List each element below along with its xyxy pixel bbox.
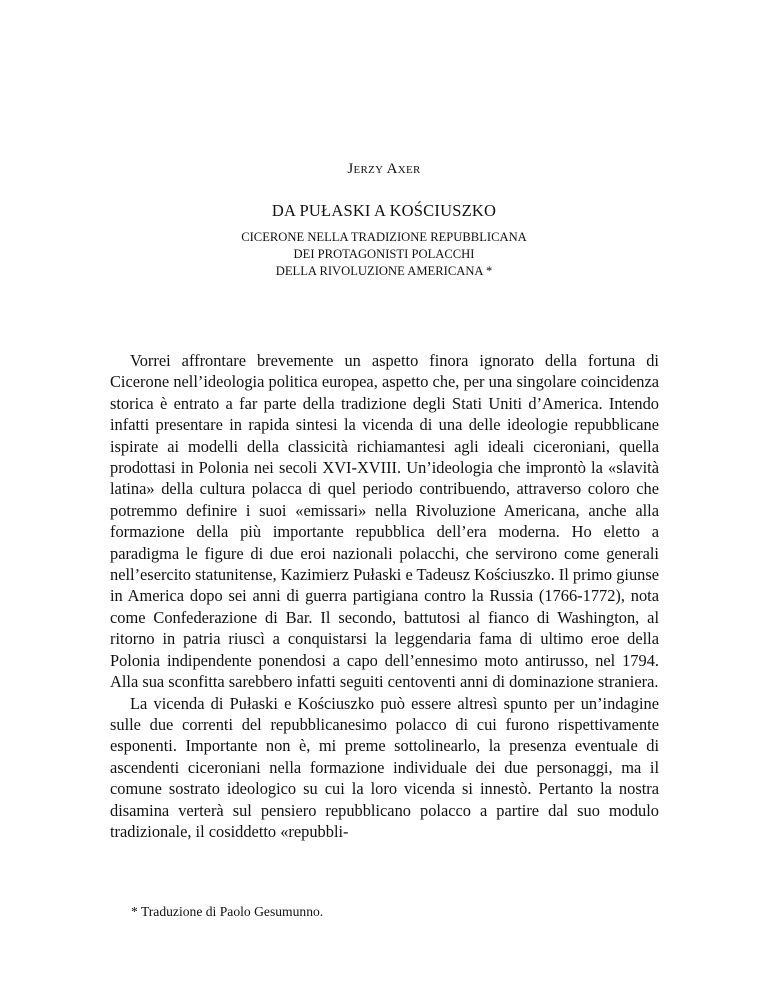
- body-text: [110, 350, 659, 842]
- subtitle-line: DELLA RIVOLUZIONE AMERICANA *: [275, 264, 493, 278]
- body-paragraph: Vorrei affrontare brevemente un aspetto finora ignorato della fortuna di Cicerone nell’ideologia politica europea, aspetto che, per una singolare coincidenza storica è entrato a far parte della tradizione degli Stati Uniti d’America. Intendo infatti presentare in rapida sintesi la vicenda di una delle ideologie repubblicane ispirate ai modelli della classicità richiamantesi agli ideali ciceroniani, quella prodottasi in Polonia nei secoli XVI-XVIII. Un’ideologia che improntò la «slavità latina» della cultura polacca di quel periodo contribuendo, attraverso coloro che potremmo definire i suoi «emissari» nella Rivoluzione Americana, anche alla formazione della più importante repubblica dell’era moderna. Ho eletto a paradigma le figure di due eroi nazionali polacchi, che servirono come generali nell’esercito statunitense, Kazimierz Pułaski e Tadeusz Kościuszko. Il primo giunse in America dopo sei anni di guerra partigiana contro la Russia (1766-1772), nota come Confederazione di Bar. Il secondo, battutosi al fianco di Washington, al ritorno in patria riuscì a conquistarsi la leggendaria fama di ultimo eroe della Polonia indipendente ponendosi a capo dell’ennesimo moto antirusso, nel 1794. Alla sua sconfitta sarebbero infatti seguiti centoventi anni di dominazione straniera.: [110, 351, 659, 692]
- author-name: Jerzy Axer: [347, 161, 421, 177]
- article-title: DA PUŁASKI A KOŚCIUSZKO: [271, 201, 497, 220]
- subtitle-line: DEI PROTAGONISTI POLACCHI: [293, 247, 475, 261]
- subtitle-line: CICERONE NELLA TRADIZIONE REPUBBLICANA: [241, 230, 527, 244]
- footnote: * Traduzione di Paolo Gesumunno.: [131, 904, 324, 919]
- article-subtitle: [0, 229, 768, 280]
- body-paragraph: La vicenda di Pułaski e Kościuszko può essere altresì spunto per un’indagine sulle due correnti del repubblicanesimo polacco di cui furono rispettivamente esponenti. Importante non è, mi preme sottolinearlo, la presenza eventuale di ascendenti ciceroniani nella formazione individuale dei due personaggi, ma il comune sostrato ideologico su cui la loro vicenda si innestò. Pertanto la nostra disamina verterà sul pensiero repubblicano polacco a partire dal suo modulo tradizionale, il cosiddetto «repubbli-: [110, 693, 659, 841]
